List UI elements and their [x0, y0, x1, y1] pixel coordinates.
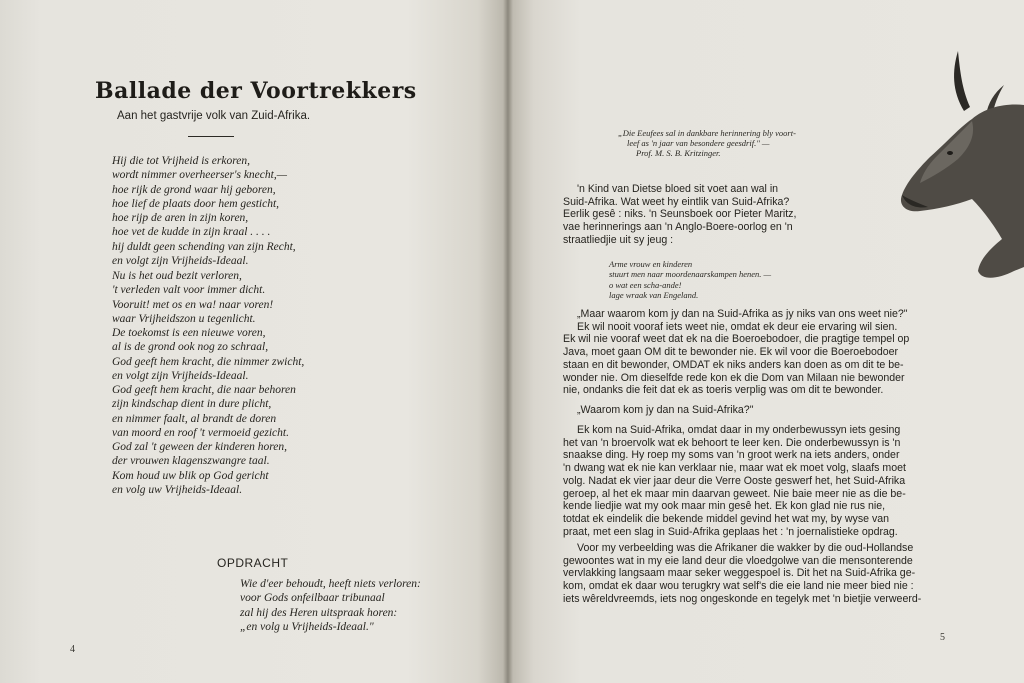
verse-line: en volg uw Vrijheids-Ideaal.: [112, 484, 243, 497]
text-line: straatliedjie uit sy jeug :: [563, 233, 674, 246]
verse-line: hoe lief de plaats door hem gesticht,: [112, 197, 280, 210]
text-line: Java, moet gaan OM dit te bewonder nie. Ek wil voor die Boeroebodoer: [563, 346, 899, 359]
verse-line: De toekomst is een nieuwe voren,: [112, 327, 266, 340]
page-number-left: 4: [70, 644, 75, 655]
epigraph: [618, 128, 796, 159]
text-line: geroep, al het ek maar min daarvan geweet. Nie baie meer nie as die be-: [563, 487, 906, 500]
opdracht-heading: OPDRACHT: [217, 556, 289, 570]
text-line: snaakse ding. Hy roep my soms van 'n groot werk na iets anders, onder: [563, 449, 900, 462]
verse-line: hoe rijp de aren in zijn koren,: [112, 212, 249, 225]
quote-line: o wat een scha-ande!: [609, 279, 682, 290]
text-line: Ek wil nooit vooraf iets weet nie, omdat ek deur eie ervaring wil sien.: [577, 320, 898, 333]
paragraph-4: [563, 542, 921, 606]
verse-line: „en volg u Vrijheids-Ideaal.": [240, 620, 374, 633]
text-line: totdat ek eindelik die bekende middel gevind het wat my, by wyse van: [563, 512, 890, 525]
text-line: Suid-Afrika. Wat weet hy eintlik van Suid-Afrika?: [563, 195, 790, 208]
dedication-line: Aan het gastvrije volk van Zuid-Afrika.: [117, 110, 311, 122]
paragraph-2: [563, 308, 909, 397]
verse-line: Wie d'eer behoudt, heeft niets verloren:: [240, 578, 421, 590]
verse-line: al is de grond ook nog zo schraal,: [112, 341, 269, 354]
verse-line: 't verleden valt voor immer dicht.: [112, 284, 266, 297]
text-line: kom, omdat ek daar wou terugkry wat self's die eie land nie meer bied nie :: [563, 580, 914, 593]
verse-line: Kom houd uw blik op God gericht: [112, 469, 269, 482]
text-line: Ek wil nie vooraf weet dat ek na die Boeroebodoer, die pragtige tempel op: [563, 333, 910, 346]
verse-line: hij duldt geen schending van zijn Recht,: [112, 240, 296, 253]
verse-line: God geeft hem kracht, die naar behoren: [112, 384, 296, 396]
verse-line: zijn kindschap dient in dure plicht,: [112, 398, 272, 411]
text-line: „Maar waarom kom jy dan na Suid-Afrika as jy niks van ons weet nie?": [577, 308, 908, 320]
quote-line: Arme vrouw en kinderen: [609, 259, 693, 269]
right-page: [508, 0, 1024, 683]
text-line: staan en dit bewonder, OMDAT ek niks anders kan doen as om dit te be-: [563, 358, 904, 371]
verse-line: zal hij des Heren uitspraak horen:: [240, 606, 398, 619]
verse-line: hoe vet de kudde in zijn kraal . . . .: [112, 226, 271, 239]
text-line: Voor my verbeelding was die Afrikaner die wakker by die oud-Hollandse: [577, 542, 914, 554]
text-line: kende liedjie wat my ook maar min gesê het. Ek kon glad nie rus nie,: [563, 500, 886, 513]
verse-line: hoe rijk de grond waar hij geboren,: [112, 183, 276, 196]
text-line: Ek kom na Suid-Afrika, omdat daar in my onderbewussyn iets gesing: [577, 424, 901, 436]
verse-line: Hij die tot Vrijheid is erkoren,: [112, 155, 250, 167]
title-divider: [188, 136, 234, 137]
verse-line: Nu is het oud bezit verloren,: [112, 270, 242, 282]
verse-line: en nimmer faalt, al brandt de doren: [112, 412, 277, 425]
stanza-3: [112, 383, 296, 497]
quote-line: lage wraak van Engeland.: [609, 289, 699, 300]
text-line: vae herinnerings aan 'n Anglo-Boere-oorlog en 'n: [563, 221, 793, 234]
text-line: het van 'n broervolk wat ek behoort te leer ken. Die onderbewussyn is 'n: [563, 436, 901, 449]
text-line: gewoontes wat in my eie land deur die vloedgolwe van die mensonterende: [563, 554, 913, 567]
stanza-2: [112, 269, 304, 383]
text-line: Eerlik gesê : niks. 'n Seunsboek oor Pieter Maritz,: [563, 208, 797, 221]
question-line: „Waarom kom jy dan na Suid-Afrika?": [577, 404, 754, 416]
verse-line: God zal 't geween der kinderen horen,: [112, 441, 288, 454]
epigraph-line: leef as 'n jaar van besondere geesdrif." —: [627, 138, 770, 149]
verse-line: wordt nimmer overheerser's knecht,—: [112, 169, 287, 182]
paragraph-3: [563, 424, 906, 538]
text-line: wonder nie. Om dieselfde rede kon ek die Dom van Milaan nie bewonder: [563, 371, 905, 384]
text-line: 'n dwang wat ek nie kan verklaar nie, maar wat ek moet volg, slaafs moet: [563, 462, 906, 475]
quoted-song: [609, 259, 771, 300]
verse-line: en volgt zijn Vrijheids-Ideaal.: [112, 370, 249, 383]
text-line: vervlakking langsaam maar seker weggespoel is. Dit het na Suid-Afrika ge-: [563, 567, 916, 580]
left-page: [0, 0, 508, 683]
paragraph-1: [563, 183, 796, 247]
verse-line: der vrouwen klagenszwangre taal.: [112, 455, 270, 468]
verse-line: van moord en roof 't vermoeid gezicht.: [112, 426, 289, 439]
text-line: volg. Nadat ek vier jaar deur die Verre Ooste geswerf het, het Suid-Afrika: [563, 474, 906, 487]
text-line: nie, ondanks die feit dat ek as toeris verplig was om dit te bewonder.: [563, 384, 884, 397]
stanza-1: [112, 154, 296, 268]
verse-line: voor Gods onfeilbaar tribunaal: [240, 592, 385, 605]
page-number-right: 5: [940, 632, 945, 643]
verse-line: Vooruit! met os en wa! naar voren!: [112, 298, 274, 311]
poem-title: Ballade der Voortrekkers: [95, 78, 417, 104]
verse-line: en volgt zijn Vrijheids-Ideaal.: [112, 255, 249, 268]
epigraph-line: Prof. M. S. B. Kritzinger.: [636, 148, 721, 159]
ox-illustration: [898, 45, 1024, 285]
text-line: 'n Kind van Dietse bloed sit voet aan wal in: [577, 183, 779, 195]
quote-line: stuurt men naar moordenaarskampen henen. —: [609, 269, 772, 280]
epigraph-line: „Die Eeufees sal in dankbare herinnering bly voort-: [618, 128, 796, 138]
opdracht-verse: [240, 577, 421, 634]
text-line: iets wêreldvreemds, iets nog ongeskonde en tegelyk met 'n bietjie verweerd-: [563, 592, 922, 605]
verse-line: waar Vrijheidszon u tegenlicht.: [112, 312, 256, 325]
text-line: praat, met een slag in Suid-Afrika geplaas het : 'n joernalistieke opdrag.: [563, 525, 898, 538]
verse-line: God geeft hem kracht, die nimmer zwicht,: [112, 355, 305, 368]
book-gutter: [503, 0, 513, 683]
